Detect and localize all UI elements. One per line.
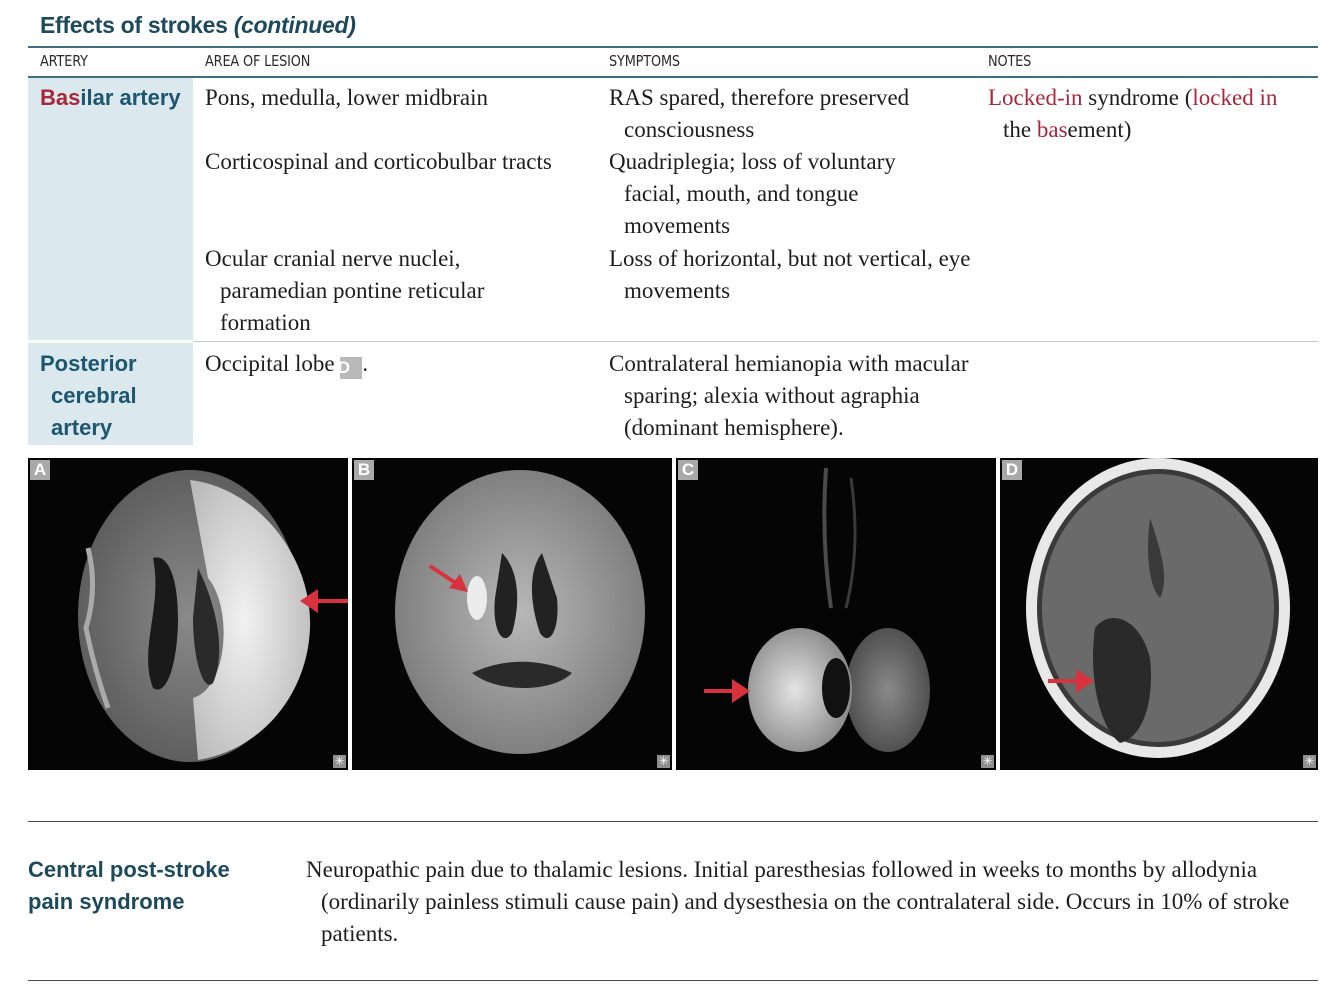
artery-basilar-emphasis: Bas	[40, 85, 81, 110]
column-header-artery: ARTERY	[40, 52, 88, 70]
column-header-symptoms: SYMPTOMS	[609, 52, 680, 70]
section-title-continued: (continued)	[233, 12, 356, 38]
artery-pca-line-3: artery	[51, 415, 113, 440]
central-post-stroke-description: Neuropathic pain due to thalamic lesions. Initial paresthesias followed in weeks to months by allodynia (ordinarily painless stimuli cause pain) and dysesthesia on the contralateral side. Occurs in 10% of stroke patients.	[306, 857, 1290, 946]
lesion-basilar-2: Corticospinal and corticobulbar tracts	[205, 149, 552, 174]
notes-locked-in: Locked-in	[988, 85, 1083, 110]
section-title-main: Effects of strokes	[40, 12, 228, 38]
scan-a-graphic	[28, 458, 348, 770]
lesion-basilar-3: Ocular cranial nerve nuclei, paramedian pontine reticular formation	[205, 246, 485, 335]
section-title	[40, 12, 356, 39]
scan-label-c: C	[678, 460, 698, 480]
central-post-stroke-label	[28, 854, 230, 918]
symptom-posterior-cerebral: Contralateral hemianopia with macular sparing; alexia without agraphia (dominant hemisphere).	[609, 351, 969, 440]
symptom-basilar-3: Loss of horizontal, but not vertical, eye movements	[609, 246, 971, 303]
scan-label-a: A	[30, 460, 50, 480]
notes-text-3: ement)	[1067, 117, 1132, 142]
row-divider	[193, 341, 1318, 342]
lesion-basilar-1: Pons, medulla, lower midbrain	[205, 85, 488, 110]
scan-image-c	[676, 458, 996, 770]
scan-image-d	[1000, 458, 1318, 770]
artery-basilar-rest: ilar artery	[80, 85, 181, 110]
artery-basilar	[40, 82, 181, 114]
scan-credit-c: ✳	[982, 754, 993, 768]
scan-credit-b: ✳	[658, 754, 669, 768]
notes-bas: bas	[1036, 117, 1068, 142]
notes-text-1: syndrome (	[1082, 85, 1193, 110]
title-rule	[28, 46, 1318, 48]
artery-posterior-cerebral	[40, 348, 137, 444]
scan-d-graphic	[1000, 458, 1318, 770]
symptom-basilar-1: RAS spared, therefore preserved consciousness	[609, 85, 910, 142]
symptom-basilar-2: Quadriplegia; loss of voluntary facial, mouth, and tongue movements	[609, 149, 896, 238]
section-rule-top	[28, 821, 1318, 822]
scan-credit-d: ✳	[1304, 754, 1315, 768]
artery-pca-line-1: Posterior	[40, 351, 137, 376]
scan-image-a	[28, 458, 348, 770]
notes-text-2: the	[1003, 117, 1037, 142]
lesion-pca-text: Occipital lobe	[205, 351, 335, 376]
notes-basilar	[988, 82, 1306, 146]
column-header-area-of-lesion: AREA OF LESION	[205, 52, 311, 70]
artery-band-basilar	[28, 78, 193, 340]
scan-label-d: D	[1002, 460, 1022, 480]
scan-image-b	[352, 458, 672, 770]
header-rule	[28, 76, 1318, 78]
scan-label-b: B	[354, 460, 374, 480]
lesion-pca-end: .	[362, 351, 369, 376]
artery-pca-line-2: cerebral	[51, 383, 137, 408]
scan-credit-a: ✳	[334, 754, 345, 768]
lesion-posterior-cerebral	[205, 348, 585, 380]
cps-label-line-2: pain syndrome	[28, 889, 185, 914]
column-header-notes: NOTES	[988, 52, 1032, 70]
section-rule-bottom	[28, 980, 1318, 981]
image-ref-d[interactable]: D	[340, 357, 362, 379]
notes-locked: locked in	[1192, 85, 1278, 110]
cps-label-line-1: Central post-stroke	[28, 857, 230, 882]
scan-c-graphic	[676, 458, 996, 770]
scan-b-graphic	[352, 458, 672, 770]
